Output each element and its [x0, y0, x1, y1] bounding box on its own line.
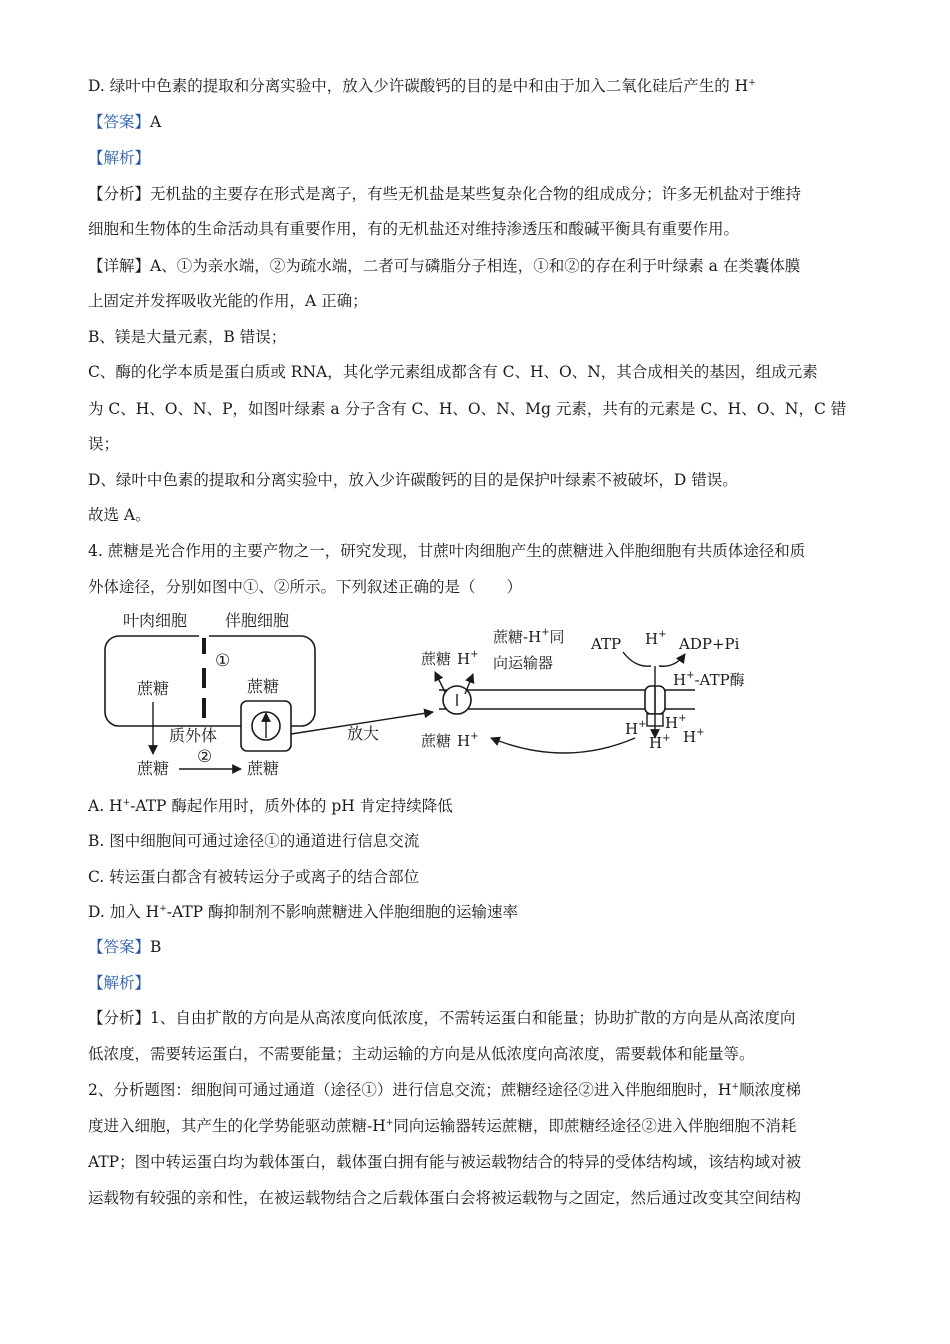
h-scatter-2: H+: [665, 713, 687, 732]
cotransporter-label-1: 蔗糖-H+同: [493, 627, 565, 646]
h-label-atp: H+: [645, 629, 667, 648]
h-scatter-3: H+: [649, 733, 671, 752]
q4-stem-line1: 4. 蔗糖是光合作用的主要产物之一，研究发现，甘蔗叶肉细胞产生的蔗糖进入伴胞细胞有共质体途径和质: [88, 542, 806, 560]
adp-arc: [659, 654, 685, 666]
prev-option-d: D. 绿叶中色素的提取和分离实验中，放入少许碳酸钙的目的是中和由于加入二氧化硅后产生的 H+: [88, 77, 756, 95]
q4-figure: [95, 606, 775, 786]
sucrose-label-bottom-right: 蔗糖: [247, 759, 280, 778]
q4-p2-line1: 2、分析题图：细胞间可通过通道（途径①）进行信息交流；蔗糖经途径②进入伴胞细胞时，H+顺浓度梯: [88, 1081, 801, 1099]
pathway-1-label: ①: [215, 651, 231, 671]
sucrose-out-arrow: [435, 672, 445, 692]
sucrose-label-companion: 蔗糖: [247, 677, 280, 696]
mesophyll-label: 叶肉细胞: [123, 611, 188, 630]
prev-detail-line3: B、镁是大量元素，B 错误；: [88, 328, 287, 346]
q4-option-b: B. 图中细胞间可通过途径①的通道进行信息交流: [88, 832, 420, 850]
h-in-arrow: [465, 674, 473, 694]
prev-detail-line6: 误；: [88, 435, 120, 453]
h-label-lower: H+: [457, 731, 479, 750]
h-scatter-1: H+: [625, 719, 647, 738]
h-return-arrow: [491, 738, 635, 753]
atpase-label: H+-ATP酶: [673, 670, 745, 689]
prev-fenxi-line2: 细胞和生物体的生命活动具有重要作用，有的无机盐还对维持渗透压和酸碱平衡具有重要作用。: [88, 220, 740, 238]
prev-detail-line5: 为 C、H、O、N、P，如图叶绿素 a 分子含有 C、H、O、N、Mg 元素，共有的元素是 C、H、O、N，C 错: [88, 400, 847, 418]
apoplast-label: 质外体: [169, 726, 218, 745]
h-scatter-4: H+: [683, 727, 705, 746]
q4-option-c: C. 转运蛋白都含有被转运分子或离子的结合部位: [88, 868, 420, 886]
prev-analysis-label: 【解析】: [88, 149, 151, 167]
atp-arc: [623, 652, 651, 666]
channel-bar-3: [202, 698, 206, 718]
q4-option-d: D. 加入 H+-ATP 酶抑制剂不影响蔗糖进入伴胞细胞的运输速率: [88, 903, 519, 921]
atp-label: ATP: [591, 635, 622, 653]
magnify-label: 放大: [347, 724, 380, 743]
cotransporter-label-2: 向运输器: [493, 654, 554, 672]
q4-fenxi-line1: 【分析】1、自由扩散的方向是从高浓度向低浓度，不需转运蛋白和能量；协助扩散的方向是从高浓度向: [88, 1009, 796, 1027]
q4-answer: 【答案】B: [88, 938, 162, 956]
companion-label: 伴胞细胞: [225, 611, 290, 630]
q4-stem-line2: 外体途径，分别如图中①、②所示。下列叙述正确的是（ ）: [88, 578, 523, 596]
sucrose-label-mesophyll: 蔗糖: [137, 679, 170, 698]
sucrose-label-lower: 蔗糖: [421, 732, 452, 750]
prev-answer: 【答案】A: [88, 113, 162, 131]
prev-detail-line1: 【详解】A、①为亲水端，②为疏水端，二者可与磷脂分子相连，①和②的存在利于叶绿素 a 在类囊体膜: [88, 257, 801, 275]
channel-bar-2: [202, 668, 206, 688]
q4-option-a: A. H+-ATP 酶起作用时，质外体的 pH 肯定持续降低: [88, 797, 453, 815]
prev-detail-line4: C、酶的化学本质是蛋白质或 RNA，其化学元素组成都含有 C、H、O、N，其合成相关的基因，组成元素: [88, 363, 818, 381]
q4-p2-line3: ATP；图中转运蛋白均为载体蛋白，载体蛋白拥有能与被运载物结合的特异的受体结构域，该结构域对被: [88, 1153, 802, 1171]
prev-detail-line7: D、绿叶中色素的提取和分离实验中，放入少许碳酸钙的目的是保护叶绿素不被破坏，D 错误。: [88, 471, 738, 489]
pathway-2-label: ②: [197, 747, 213, 767]
sucrose-label-top: 蔗糖: [421, 650, 452, 668]
q4-fenxi-line2: 低浓度，需要转运蛋白，不需要能量；主动运输的方向是从低浓度向高浓度，需要载体和能量等。: [88, 1045, 755, 1063]
h-label-top: H+: [457, 649, 479, 668]
q4-p2-line2: 度进入细胞，其产生的化学势能驱动蔗糖-H+同向运输器转运蔗糖，即蔗糖经途径②进入伴胞细胞不消耗: [88, 1117, 797, 1135]
prev-fenxi-line1: 【分析】无机盐的主要存在形式是离子，有些无机盐是某些复杂化合物的组成成分；许多无机盐对于维持: [88, 185, 802, 203]
prev-detail-line2: 上固定并发挥吸收光能的作用，A 正确；: [88, 292, 368, 310]
adp-label: ADP+Pi: [679, 635, 740, 653]
sucrose-label-bottom-left: 蔗糖: [137, 759, 170, 778]
q4-analysis-label: 【解析】: [88, 974, 151, 992]
channel-bar-1: [202, 638, 206, 654]
q4-p2-line4: 运载物有较强的亲和性，在被运载物结合之后载体蛋白会将被运载物与之固定，然后通过改变其空间结构: [88, 1189, 802, 1207]
prev-conclusion: 故选 A。: [88, 506, 151, 524]
